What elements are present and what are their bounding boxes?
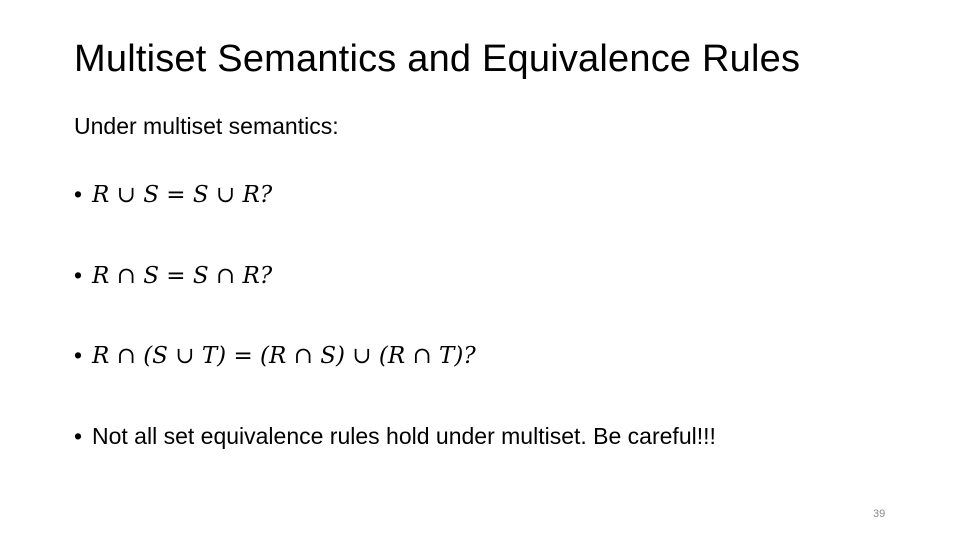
bullet-text: R ∩ S = S ∩ R? (92, 263, 273, 289)
bullet-item-union-commutative (74, 181, 272, 208)
bullet-marker: • (74, 262, 83, 288)
bullet-item-warning (74, 423, 716, 450)
page-number: 39 (873, 508, 886, 520)
bullet-item-distributive (74, 342, 476, 369)
bullet-text: R ∩ (S ∪ T) = (R ∩ S) ∪ (R ∩ T)? (92, 343, 476, 369)
bullet-marker: • (74, 423, 83, 449)
intro-text: Under multiset semantics: (74, 113, 339, 139)
bullet-item-intersection-commutative (74, 262, 272, 289)
slide-title: Multiset Semantics and Equivalence Rules (74, 38, 801, 80)
bullet-marker: • (74, 342, 83, 368)
bullet-marker: • (74, 181, 83, 207)
bullet-text: Not all set equivalence rules hold under multiset. Be careful!!! (92, 423, 716, 449)
bullet-text: R ∪ S = S ∪ R? (92, 182, 273, 208)
